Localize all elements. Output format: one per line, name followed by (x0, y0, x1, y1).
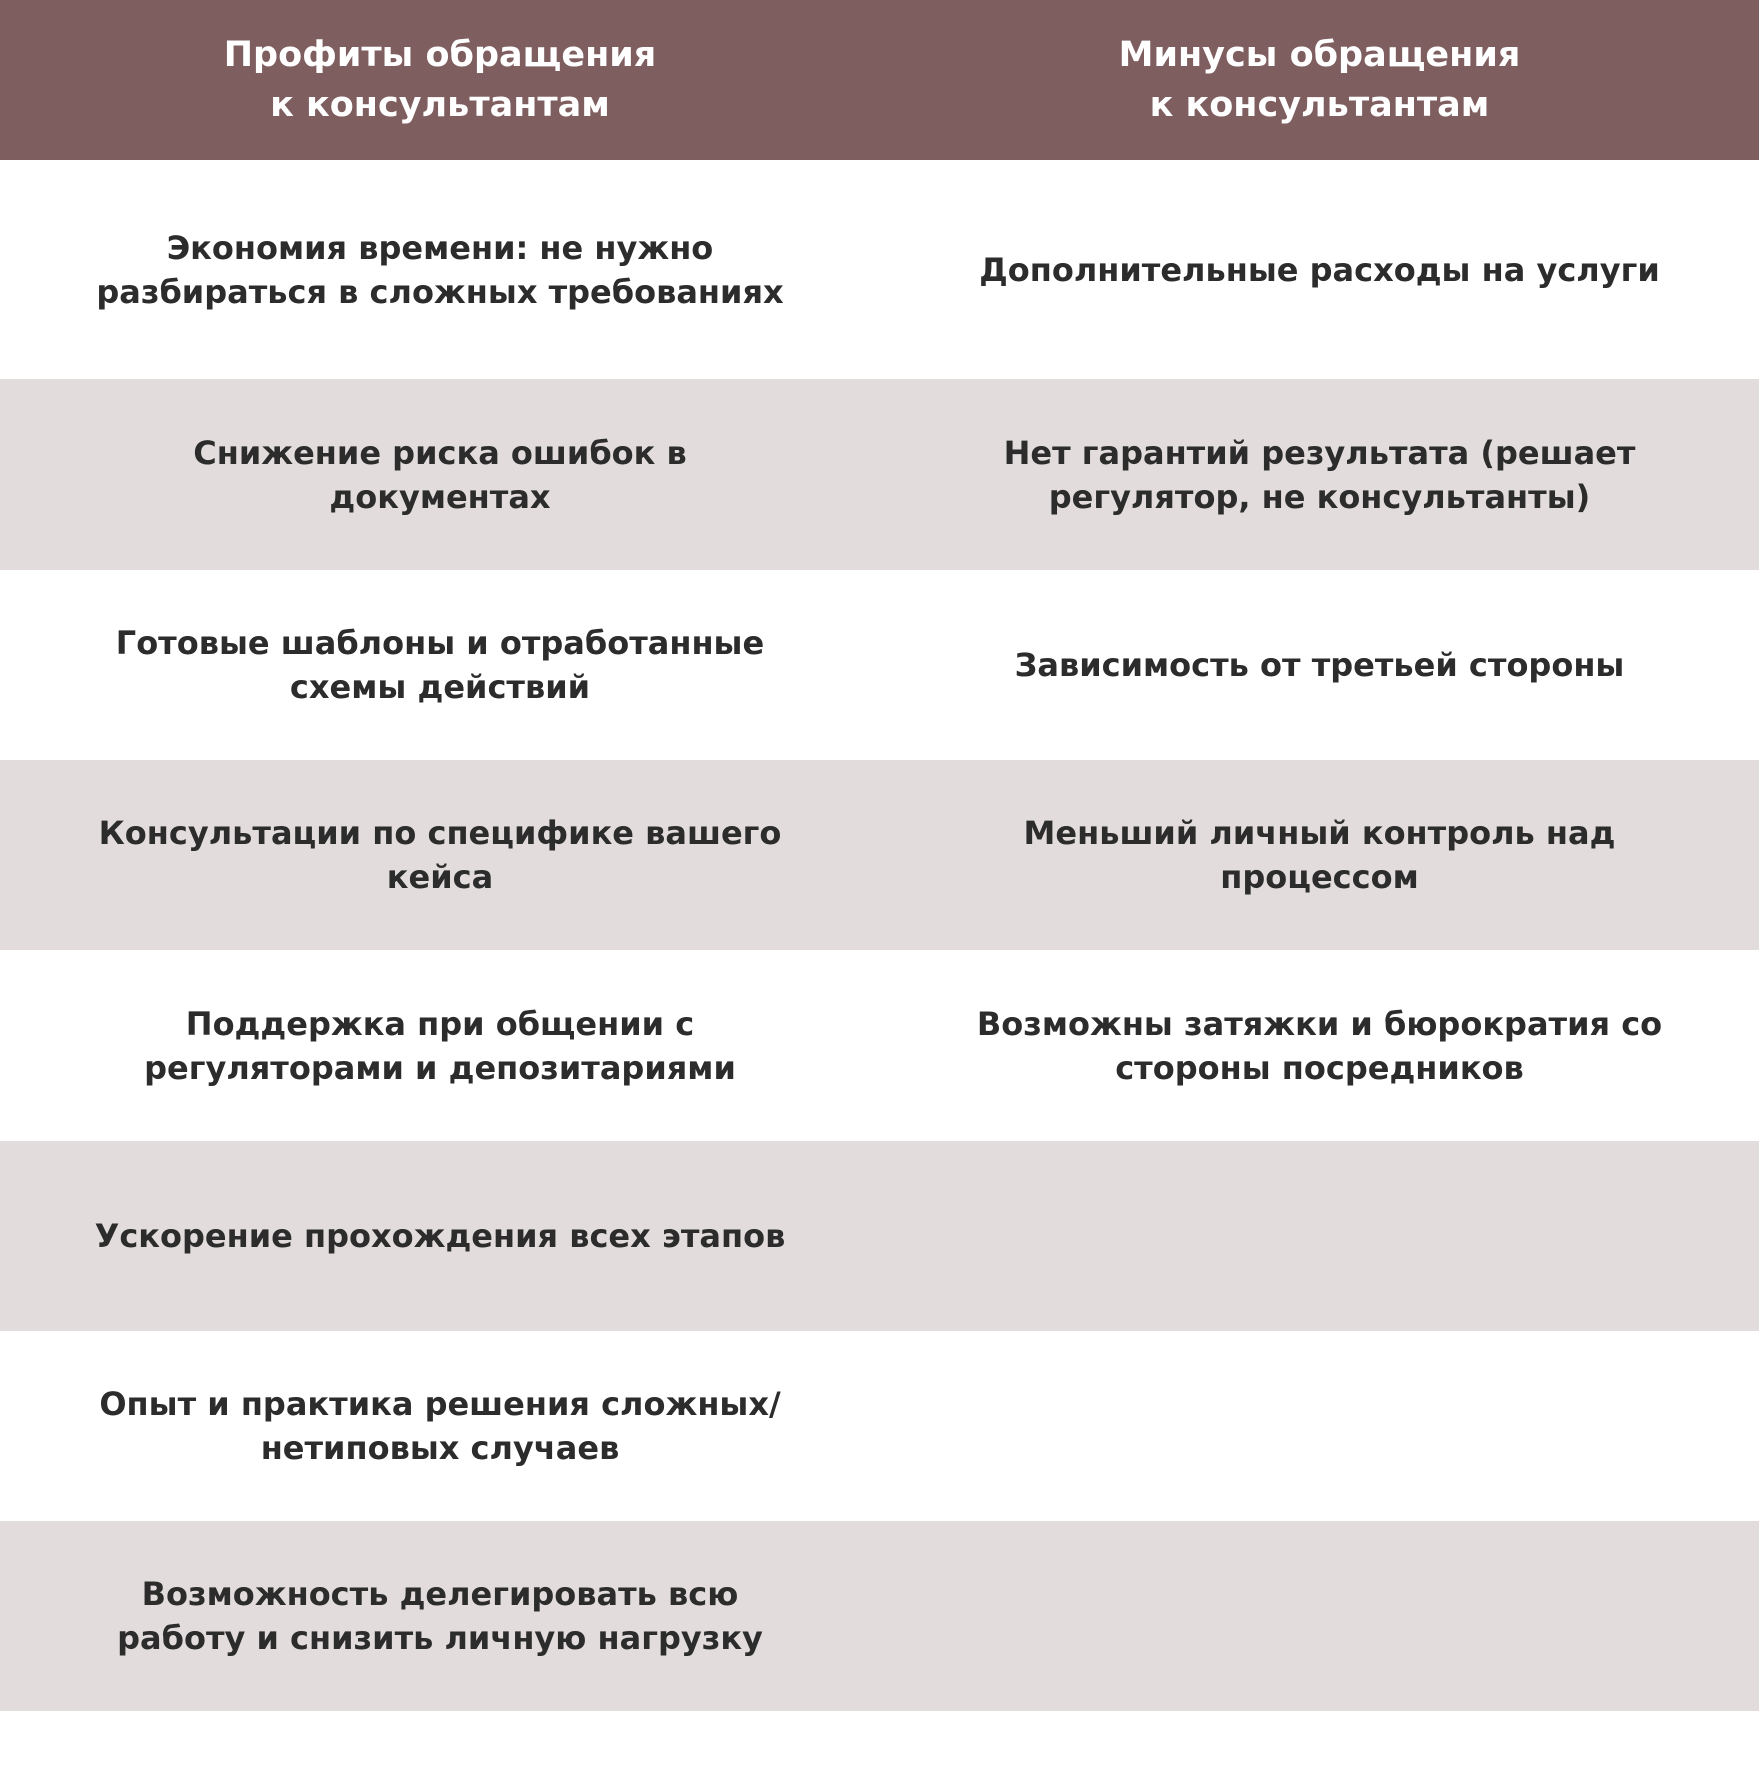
table-row (0, 1331, 1759, 1521)
con-text: Возможны затяжки и бюрократия со стороны посредников (976, 1004, 1663, 1087)
pro-text: Снижение риска ошибок в документах (193, 433, 687, 516)
con-cell (880, 570, 1759, 760)
table-row (0, 1521, 1759, 1711)
header-pros-cell (0, 0, 880, 160)
pro-cell (0, 1331, 880, 1521)
con-cell (880, 1331, 1759, 1521)
con-cell (880, 379, 1759, 570)
con-cell (880, 1521, 1759, 1711)
table-row (0, 950, 1759, 1141)
table-header (0, 0, 1759, 160)
pro-text: Опыт и практика решения сложных/ нетиповых случаев (99, 1385, 781, 1467)
pro-cell (0, 160, 880, 379)
header-cons-title: Минусы обращения к консультантам (1118, 35, 1521, 125)
table-row (0, 1141, 1759, 1331)
pro-text: Экономия времени: не нужно разбираться в сложных требованиях (96, 228, 784, 311)
con-text: Нет гарантий результата (решает регулятор, не консультанты) (1003, 433, 1636, 516)
header-cons-cell (880, 0, 1759, 160)
con-cell (880, 1141, 1759, 1331)
table-row (0, 160, 1759, 379)
header-pros-title: Профиты обращения к консультантам (223, 35, 657, 125)
con-cell (880, 760, 1759, 950)
pro-cell (0, 379, 880, 570)
pro-cell (0, 1521, 880, 1711)
pro-text: Готовые шаблоны и отработанные схемы действий (115, 624, 765, 706)
con-cell (880, 160, 1759, 379)
pro-cell (0, 1141, 880, 1331)
con-cell (880, 950, 1759, 1141)
pro-text: Ускорение прохождения всех этапов (94, 1217, 786, 1255)
table-row (0, 570, 1759, 760)
table-row (0, 379, 1759, 570)
table-row (0, 760, 1759, 950)
pro-text: Поддержка при общении с регуляторами и депозитариями (144, 1004, 736, 1087)
pro-cell (0, 760, 880, 950)
pro-cell (0, 570, 880, 760)
con-text: Меньший личный контроль над процессом (1023, 814, 1616, 896)
pro-cell (0, 950, 880, 1141)
pro-text: Возможность делегировать всю работу и снизить личную нагрузку (117, 1575, 763, 1657)
con-text: Дополнительные расходы на услуги (979, 250, 1660, 289)
con-text: Зависимость от третьей стороны (1014, 646, 1625, 684)
pro-text: Консультации по специфике вашего кейса (98, 814, 782, 896)
